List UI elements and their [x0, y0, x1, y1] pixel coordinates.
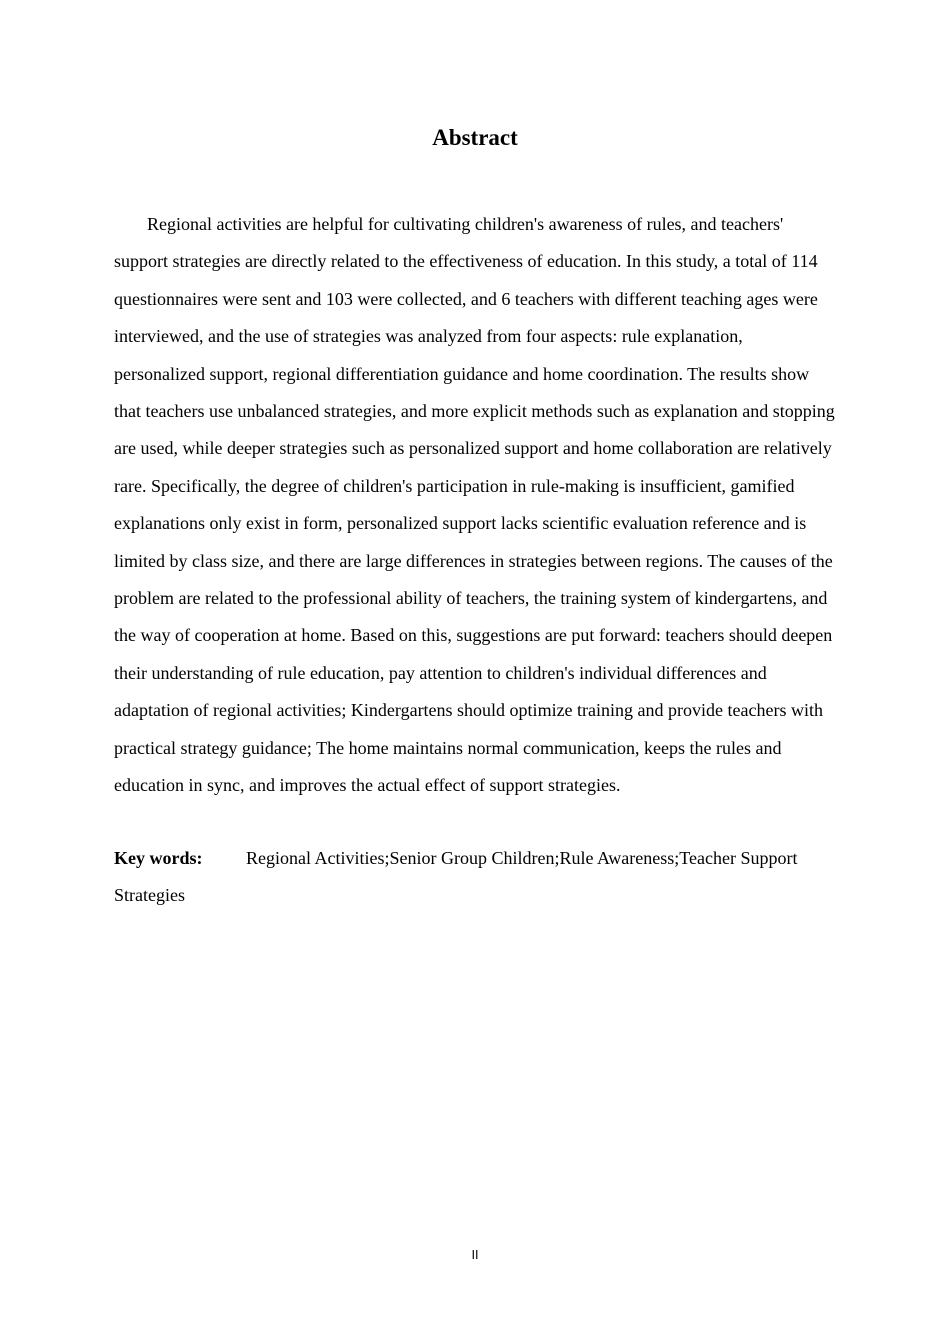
keywords-label: Key words: [114, 848, 203, 868]
page-number: II [471, 1248, 479, 1262]
keywords-value: Regional Activities;Senior Group Children;Rule Awareness;Teacher Support Strategies [114, 848, 798, 906]
keywords-line [114, 840, 836, 915]
abstract-title: Abstract [432, 125, 518, 150]
abstract-body: Regional activities are helpful for cultivating children's awareness of rules, and teachers' support strategies are directly related to the effectiveness of education. In this study, a total of 114 questionnaires were sent and 103 were collected, and 6 teachers with different teaching ages were interviewed, and the use of strategies was analyzed from four aspects: rule explanation, personalized support, regional differentiation guidance and home coordination. The results show that teachers use unbalanced strategies, and more explicit methods such as explanation and stopping are used, while deeper strategies such as personalized support and home collaboration are relatively rare. Specifically, the degree of children's participation in rule-making is insufficient, gamified explanations only exist in form, personalized support lacks scientific evaluation reference and is limited by class size, and there are large differences in strategies between regions. The causes of the problem are related to the professional ability of teachers, the training system of kindergartens, and the way of cooperation at home. Based on this, suggestions are put forward: teachers should deepen their understanding of rule education, pay attention to children's individual differences and adaptation of regional activities; Kindergartens should optimize training and provide teachers with practical strategy guidance; The home maintains normal communication, keeps the rules and education in sync, and improves the actual effect of support strategies. [114, 214, 835, 796]
